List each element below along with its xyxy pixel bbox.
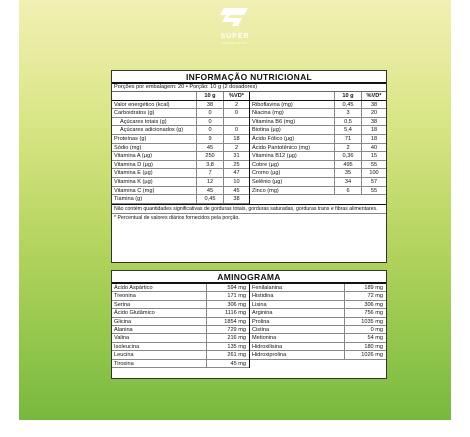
nutrition-header-amount: 10 g [334, 92, 361, 100]
nutrition-facts-table [111, 70, 387, 263]
nutrition-row [112, 169, 249, 178]
nutrient-amount: 3 [334, 109, 361, 117]
amino-acid-amount: 1854 mg [206, 318, 249, 325]
nutrient-amount: 9 [196, 135, 223, 143]
amino-acid-amount: 756 mg [344, 309, 386, 316]
nutrient-name: Biotina (µg) [252, 127, 281, 134]
amino-acid-name: Ácido Aspártico [114, 285, 153, 291]
nutrient-name: Zinco (mg) [252, 187, 279, 194]
amino-acid-amount: 594 mg [206, 284, 249, 291]
aminogram-row [250, 301, 386, 309]
nutrient-name: Vitamina D (µg) [114, 161, 153, 168]
amino-acid-amount: 180 mg [344, 343, 386, 350]
aminogram-row [112, 292, 249, 300]
nutrition-row [112, 161, 249, 170]
amino-acid-amount: 1035 mg [344, 318, 386, 325]
nutrient-amount: 2 [334, 144, 361, 152]
logo-text: SUPER [220, 33, 250, 40]
nutrition-row [112, 126, 249, 135]
nutrition-row [112, 187, 249, 196]
nutrient-name: Riboflavina (mg) [252, 101, 293, 108]
amino-acid-amount: 216 mg [206, 334, 249, 341]
nutrition-row [112, 109, 249, 118]
nutrient-amount: 0,45 [334, 101, 361, 109]
nutrient-name: Vitamina K (µg) [114, 178, 153, 185]
aminogram-left-column [112, 284, 249, 368]
nutrient-vd: 47 [223, 169, 249, 177]
amino-acid-name: Lisina [252, 301, 267, 308]
aminogram-row [250, 326, 386, 334]
nutrient-name: Sódio (mg) [114, 144, 142, 151]
nutrient-vd: 45 [223, 187, 249, 195]
nutrient-vd: 38 [223, 195, 249, 203]
nutrient-vd: 15 [361, 152, 386, 160]
amino-acid-amount: 171 mg [206, 292, 249, 299]
nutrient-vd: 55 [361, 187, 386, 195]
amino-acid-amount: 54 mg [344, 334, 386, 341]
nutrition-note-fats: Não contém quantidades significativas de gorduras totais, gorduras saturadas, gorduras trans e fibras alimentares. [112, 204, 386, 213]
nutrition-right-column [249, 92, 386, 204]
nutrient-name: Ácido Pantotênico (mg) [252, 144, 311, 151]
amino-acid-amount: 261 mg [206, 351, 249, 358]
amino-acid-name: Cistina [252, 326, 270, 333]
aminogram-row [112, 284, 249, 292]
nutrient-vd: 25 [223, 161, 249, 169]
nutrient-amount: 0,45 [196, 195, 223, 203]
nutrient-name: Vitamina B6 (mg) [252, 118, 296, 125]
nutrient-amount: 0 [196, 118, 223, 126]
aminogram-row [250, 292, 386, 300]
nutrition-header-blank [112, 92, 196, 100]
nutrition-header-blank [250, 92, 334, 100]
nutrition-header-vd: %VD* [361, 92, 386, 100]
aminogram-row [112, 343, 249, 351]
amino-acid-name: Serina [114, 301, 131, 308]
nutrient-amount: 71 [334, 135, 361, 143]
amino-acid-amount: 72 mg [344, 292, 386, 299]
nutrient-name: Tiamina (g) [114, 196, 143, 203]
amino-acid-name: Arginina [252, 310, 273, 317]
aminogram-row [250, 334, 386, 342]
amino-acid-name: Hidroxiprolina [252, 352, 287, 359]
nutrient-amount: 45 [196, 144, 223, 152]
portion-info: Porções por embalagem: 20 • Porção: 10 g (2 dosadores) [112, 84, 386, 92]
nutrient-amount: 12 [196, 178, 223, 186]
nutrient-name: Carboidratos (g) [114, 110, 155, 117]
nutrition-header-row [250, 92, 386, 101]
nutrient-name: Vitamina A (µg) [114, 153, 152, 160]
nutrient-amount: 5,4 [334, 126, 361, 134]
nutrient-vd: 0 [223, 126, 249, 134]
label-panel [19, 0, 451, 420]
aminogram-row [250, 309, 386, 317]
nutrition-row [250, 101, 386, 110]
brand-logo [205, 6, 265, 50]
nutrient-vd [223, 118, 249, 126]
aminogram-row [112, 318, 249, 326]
nutrient-amount: 0,36 [334, 152, 361, 160]
nutrient-name: Selênio (µg) [252, 178, 283, 185]
amino-acid-name: Tirosina [114, 360, 134, 367]
aminogram-right-column [249, 284, 386, 368]
nutrition-row [112, 144, 249, 153]
nutrition-row [112, 178, 249, 187]
nutrient-vd: 38 [361, 101, 386, 109]
nutrition-note-vd: * Percentual de valores diários fornecidos pela porção. [112, 213, 386, 222]
amino-acid-name: Ácido Glutâmico [114, 310, 155, 317]
aminogram-row [250, 343, 386, 351]
nutrient-vd: 18 [361, 135, 386, 143]
nutrition-row [250, 161, 386, 170]
amino-acid-amount: 306 mg [206, 301, 249, 308]
amino-acid-name: Treonina [114, 293, 136, 300]
aminogram-row [250, 351, 386, 359]
nutrient-vd: 20 [361, 109, 386, 117]
nutrition-row [250, 152, 386, 161]
amino-acid-amount: 0 mg [344, 326, 386, 333]
nutrient-amount: 0,5 [334, 118, 361, 126]
amino-acid-amount: 729 mg [206, 326, 249, 333]
nutrition-row [250, 169, 386, 178]
nutrition-row [250, 126, 386, 135]
nutrition-header-vd: %VD* [223, 92, 249, 100]
nutrient-name: Valor energético (kcal) [114, 101, 170, 108]
nutrition-row [250, 144, 386, 153]
nutrient-name: Niacina (mg) [252, 110, 284, 117]
amino-acid-name: Fenilalanina [252, 285, 283, 291]
amino-acid-amount: 306 mg [344, 301, 386, 308]
amino-acid-amount: 189 mg [344, 284, 386, 291]
nutrient-vd: 100 [361, 169, 386, 177]
nutrition-row [250, 135, 386, 144]
nutrient-vd: 18 [361, 126, 386, 134]
aminogram-row [112, 326, 249, 334]
aminogram-row [112, 309, 249, 317]
nutrition-title: INFORMAÇÃO NUTRICIONAL [112, 71, 386, 84]
aminogram-row [112, 334, 249, 342]
aminogram-row [112, 360, 249, 368]
amino-acid-name: Valina [114, 335, 130, 342]
nutrient-vd: 2 [223, 144, 249, 152]
nutrition-header-row [112, 92, 249, 101]
nutrient-name: Vitamina B12 (µg) [252, 153, 297, 160]
nutrient-vd: 18 [223, 135, 249, 143]
nutrient-name: Açúcares adicionados (g) [120, 127, 184, 134]
aminogram-row [112, 301, 249, 309]
nutrient-amount: 0 [196, 109, 223, 117]
nutrient-vd: 57 [361, 178, 386, 186]
aminogram-row [112, 351, 249, 359]
nutrient-vd: 2 [223, 101, 249, 109]
nutrition-row [250, 118, 386, 127]
nutrient-vd: 0 [223, 109, 249, 117]
aminogram-row [250, 318, 386, 326]
nutrient-name: Cobre (µg) [252, 161, 279, 168]
nutrient-amount: 3,8 [196, 161, 223, 169]
logo-subtext: NUTRITION [222, 41, 248, 45]
amino-acid-amount: 45 mg [206, 360, 249, 367]
aminogram-title: AMINOGRAMA [112, 271, 386, 284]
nutrition-header-amount: 10 g [196, 92, 223, 100]
aminogram-row [250, 284, 386, 292]
amino-acid-name: Alanina [114, 326, 133, 333]
nutrient-amount: 0 [196, 126, 223, 134]
amino-acid-name: Metionina [252, 335, 277, 342]
amino-acid-amount: 1026 mg [344, 351, 386, 358]
nutrition-row [112, 195, 249, 204]
amino-acid-amount: 1116 mg [206, 309, 249, 316]
nutrient-amount: 45 [196, 187, 223, 195]
amino-acid-name: Isoleucina [114, 343, 140, 350]
nutrient-name: Vitamina E (µg) [114, 170, 153, 177]
nutrient-vd: 31 [223, 152, 249, 160]
amino-acid-name: Hidroxilisina [252, 343, 283, 350]
nutrition-row [250, 178, 386, 187]
amino-acid-name: Leucina [114, 352, 134, 359]
nutrient-amount: 35 [334, 169, 361, 177]
nutrient-name: Ácido Fólico (µg) [252, 135, 295, 142]
nutrient-name: Açúcares totais (g) [120, 118, 167, 125]
nutrient-name: Proteínas (g) [114, 135, 147, 142]
nutrient-name: Cromo (µg) [252, 170, 281, 177]
nutrition-row [112, 101, 249, 110]
nutrient-amount: 34 [334, 178, 361, 186]
nutrient-vd: 55 [361, 161, 386, 169]
amino-acid-amount: 135 mg [206, 343, 249, 350]
nutrient-vd: 38 [361, 118, 386, 126]
nutrient-amount: 250 [196, 152, 223, 160]
nutrition-left-column [112, 92, 249, 204]
nutrition-row [250, 187, 386, 196]
nutrient-name: Vitamina C (mg) [114, 187, 155, 194]
nutrient-vd: 40 [361, 144, 386, 152]
amino-acid-name: Prolina [252, 318, 270, 325]
aminogram-table [111, 270, 387, 379]
nutrition-row [250, 109, 386, 118]
nutrition-row [112, 152, 249, 161]
nutrient-vd: 10 [223, 178, 249, 186]
nutrition-row [112, 118, 249, 127]
nutrient-amount: 6 [334, 187, 361, 195]
nutrient-amount: 38 [196, 101, 223, 109]
nutrient-amount: 7 [196, 169, 223, 177]
super-logo-icon [218, 6, 252, 32]
nutrient-amount: 495 [334, 161, 361, 169]
amino-acid-name: Histidina [252, 293, 274, 300]
amino-acid-name: Glicina [114, 318, 132, 325]
nutrition-row [112, 135, 249, 144]
